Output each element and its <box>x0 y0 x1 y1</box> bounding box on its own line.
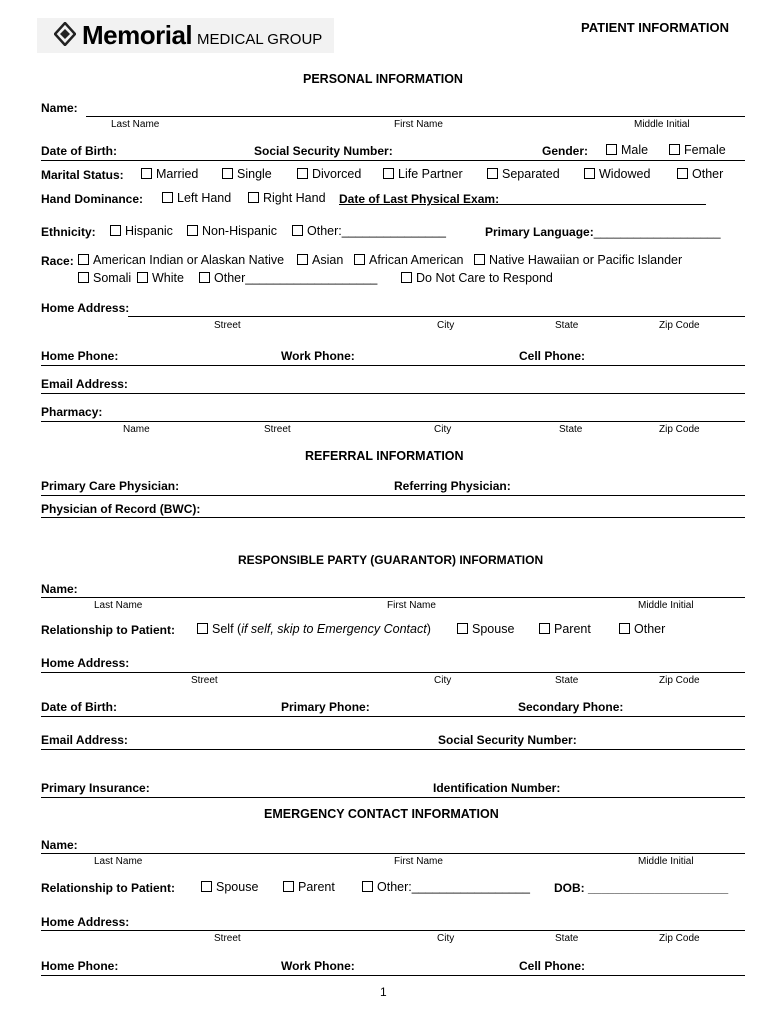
self-note: if self, skip to Emergency Contact <box>241 622 427 636</box>
dob-label: Date of Birth: <box>41 144 117 158</box>
marital-divorced-checkbox[interactable] <box>297 167 361 181</box>
emergency-other-checkbox[interactable] <box>362 880 530 894</box>
option-label: Divorced <box>312 167 362 181</box>
checkbox-icon <box>141 168 152 179</box>
option-label: Spouse <box>216 880 259 894</box>
ethnicity-label: Ethnicity: <box>41 225 96 239</box>
state-caption: State <box>555 320 579 331</box>
guarantor-dob-label: Date of Birth: <box>41 700 117 714</box>
checkbox-icon <box>162 192 173 203</box>
emergency-parent-checkbox[interactable] <box>283 880 335 894</box>
guarantor-spouse-checkbox[interactable] <box>457 622 514 636</box>
hand-dominance-label: Hand Dominance: <box>41 192 144 206</box>
phone-line[interactable] <box>41 365 745 366</box>
option-label: Widowed <box>599 167 651 181</box>
guarantor-last-name-caption: Last Name <box>94 600 143 611</box>
race-do-not-care-checkbox[interactable] <box>401 271 553 285</box>
guarantor-first-name-caption: First Name <box>387 600 436 611</box>
emergency-relationship-label: Relationship to Patient: <box>41 881 176 895</box>
checkbox-icon <box>669 144 680 155</box>
emergency-home-phone-label: Home Phone: <box>41 959 119 973</box>
document-title: PATIENT INFORMATION <box>581 20 730 35</box>
option-label-close: ) <box>426 622 431 636</box>
physician-line[interactable] <box>41 495 745 496</box>
option-label: Other:_______________ <box>307 224 447 238</box>
checkbox-icon <box>584 168 595 179</box>
dob-ssn-gender-line <box>41 160 745 161</box>
marital-life-partner-checkbox[interactable] <box>383 167 463 181</box>
checkbox-icon <box>457 623 468 634</box>
hand-right-checkbox[interactable] <box>248 191 326 205</box>
marital-status-label: Marital Status: <box>41 168 124 182</box>
emergency-zip-caption: Zip Code <box>659 933 700 944</box>
guarantor-secondary-phone-label: Secondary Phone: <box>518 700 624 714</box>
option-label: Other:_________________ <box>377 880 530 894</box>
option-label: Right Hand <box>263 191 326 205</box>
emergency-street-caption: Street <box>214 933 241 944</box>
guarantor-name-field[interactable] <box>41 597 745 598</box>
checkbox-icon <box>292 225 303 236</box>
option-label: Native Hawaiian or Pacific Islander <box>489 253 683 267</box>
checkbox-icon <box>137 272 148 283</box>
ethnicity-hispanic-checkbox[interactable] <box>110 224 173 238</box>
emergency-first-name-caption: First Name <box>394 856 443 867</box>
race-native-hawaiian-checkbox[interactable] <box>474 253 682 267</box>
option-label: Life Partner <box>398 167 463 181</box>
emergency-home-address-label: Home Address: <box>41 915 130 929</box>
race-african-american-checkbox[interactable] <box>354 253 463 267</box>
checkbox-icon <box>110 225 121 236</box>
guarantor-relationship-label: Relationship to Patient: <box>41 623 176 637</box>
last-physical-exam-field[interactable]: Date of Last Physical Exam:_______________________________ <box>339 192 706 206</box>
option-label: Somali <box>93 271 132 285</box>
option-label: Other___________________ <box>214 271 378 285</box>
pharmacy-name-caption: Name <box>123 424 150 435</box>
gender-female-checkbox[interactable] <box>669 143 726 157</box>
guarantor-street-caption: Street <box>191 675 218 686</box>
guarantor-primary-phone-label: Primary Phone: <box>281 700 370 714</box>
checkbox-icon <box>78 254 89 265</box>
checkbox-icon <box>383 168 394 179</box>
race-label: Race: <box>41 254 74 268</box>
race-other-checkbox[interactable] <box>199 271 377 285</box>
guarantor-middle-initial-caption: Middle Initial <box>638 600 694 611</box>
checkbox-icon <box>297 254 308 265</box>
section-title-personal: PERSONAL INFORMATION <box>303 72 463 86</box>
pharmacy-zip-caption: Zip Code <box>659 424 700 435</box>
checkbox-icon <box>78 272 89 283</box>
primary-insurance-label: Primary Insurance: <box>41 781 150 795</box>
home-phone-label: Home Phone: <box>41 349 119 363</box>
guarantor-zip-caption: Zip Code <box>659 675 700 686</box>
race-somali-checkbox[interactable] <box>78 271 131 285</box>
home-address-field[interactable] <box>128 316 745 317</box>
marital-single-checkbox[interactable] <box>222 167 272 181</box>
checkbox-icon <box>619 623 630 634</box>
physician-of-record-field[interactable] <box>41 517 745 518</box>
checkbox-icon <box>474 254 485 265</box>
section-title-referral: REFERRAL INFORMATION <box>305 449 464 463</box>
emergency-phone-line[interactable] <box>41 975 745 976</box>
emergency-name-label: Name: <box>41 838 78 852</box>
ethnicity-other-checkbox[interactable] <box>292 224 446 238</box>
emergency-spouse-checkbox[interactable] <box>201 880 258 894</box>
marital-married-checkbox[interactable] <box>141 167 198 181</box>
pharmacy-state-caption: State <box>559 424 583 435</box>
checkbox-icon <box>297 168 308 179</box>
emergency-cell-phone-label: Cell Phone: <box>519 959 586 973</box>
checkbox-icon <box>606 144 617 155</box>
option-label: Single <box>237 167 272 181</box>
option-label: Male <box>621 143 649 157</box>
guarantor-name-label: Name: <box>41 582 78 596</box>
emergency-name-field[interactable] <box>41 853 745 854</box>
guarantor-city-caption: City <box>434 675 452 686</box>
last-name-caption: Last Name <box>111 119 160 130</box>
checkbox-icon <box>283 881 294 892</box>
pharmacy-city-caption: City <box>434 424 452 435</box>
option-label: White <box>152 271 184 285</box>
work-phone-label: Work Phone: <box>281 349 355 363</box>
checkbox-icon <box>248 192 259 203</box>
option-label: Separated <box>502 167 560 181</box>
first-name-caption: First Name <box>394 119 443 130</box>
option-label: Non-Hispanic <box>202 224 278 238</box>
race-asian-checkbox[interactable] <box>297 253 343 267</box>
section-title-emergency: EMERGENCY CONTACT INFORMATION <box>264 807 499 821</box>
pharmacy-street-caption: Street <box>264 424 291 435</box>
name-field[interactable] <box>86 116 745 117</box>
option-label: Other <box>692 167 724 181</box>
emergency-middle-initial-caption: Middle Initial <box>638 856 694 867</box>
option-label: Other <box>634 622 666 636</box>
ssn-label: Social Security Number: <box>254 144 393 158</box>
pharmacy-label: Pharmacy: <box>41 405 103 419</box>
city-caption: City <box>437 320 455 331</box>
guarantor-email-label: Email Address: <box>41 733 128 747</box>
section-title-guarantor: RESPONSIBLE PARTY (GUARANTOR) INFORMATION <box>238 553 544 567</box>
checkbox-icon <box>201 881 212 892</box>
option-label: Left Hand <box>177 191 232 205</box>
marital-other-checkbox[interactable] <box>677 167 723 181</box>
middle-initial-caption: Middle Initial <box>634 119 690 130</box>
emergency-dob-field[interactable]: DOB: _____________________ <box>554 881 729 895</box>
street-caption: Street <box>214 320 241 331</box>
emergency-last-name-caption: Last Name <box>94 856 143 867</box>
guarantor-email-ssn-line[interactable] <box>41 749 745 750</box>
ethnicity-non-hispanic-checkbox[interactable] <box>187 224 277 238</box>
guarantor-home-address-field[interactable] <box>41 672 745 673</box>
page-number: 1 <box>380 985 387 999</box>
marital-separated-checkbox[interactable] <box>487 167 560 181</box>
option-label: Parent <box>298 880 335 894</box>
emergency-home-address-field[interactable] <box>41 930 745 931</box>
pcp-label: Primary Care Physician: <box>41 479 180 493</box>
logo-brand: Memorial <box>82 20 193 50</box>
primary-language-text: Primary Language: <box>485 225 594 239</box>
email-field[interactable] <box>41 393 745 394</box>
race-white-checkbox[interactable] <box>137 271 184 285</box>
insurance-line[interactable] <box>41 797 745 798</box>
zip-caption: Zip Code <box>659 320 700 331</box>
checkbox-icon <box>354 254 365 265</box>
primary-language-blank: ___________________ <box>593 225 721 239</box>
checkbox-icon <box>197 623 208 634</box>
emergency-state-caption: State <box>555 933 579 944</box>
guarantor-parent-checkbox[interactable] <box>539 622 591 636</box>
option-label: Female <box>684 143 726 157</box>
gender-male-checkbox[interactable] <box>606 143 648 157</box>
cell-phone-label: Cell Phone: <box>519 349 586 363</box>
hand-left-checkbox[interactable] <box>162 191 231 205</box>
guarantor-ssn-label: Social Security Number: <box>438 733 577 747</box>
checkbox-icon <box>187 225 198 236</box>
checkbox-icon <box>362 881 373 892</box>
option-label: Do Not Care to Respond <box>416 271 553 285</box>
logo-mark-icon <box>54 22 76 46</box>
option-label: Married <box>156 167 199 181</box>
gender-label: Gender: <box>542 144 589 158</box>
name-label: Name: <box>41 101 78 115</box>
pharmacy-field[interactable] <box>41 421 745 422</box>
race-american-indian-checkbox[interactable] <box>78 253 284 267</box>
option-label: Self ( <box>212 622 242 636</box>
checkbox-icon <box>539 623 550 634</box>
checkbox-icon <box>222 168 233 179</box>
checkbox-icon <box>487 168 498 179</box>
guarantor-self-checkbox[interactable] <box>197 622 431 636</box>
option-label: Hispanic <box>125 224 173 238</box>
home-address-label: Home Address: <box>41 301 130 315</box>
checkbox-icon <box>677 168 688 179</box>
marital-widowed-checkbox[interactable] <box>584 167 650 181</box>
option-label: American Indian or Alaskan Native <box>93 253 285 267</box>
option-label: Spouse <box>472 622 515 636</box>
primary-language-label[interactable] <box>485 225 721 239</box>
logo-sub: MEDICAL GROUP <box>197 31 323 48</box>
checkbox-icon <box>199 272 210 283</box>
referring-physician-label: Referring Physician: <box>394 479 511 493</box>
guarantor-home-address-label: Home Address: <box>41 656 130 670</box>
option-label: African American <box>369 253 464 267</box>
email-label: Email Address: <box>41 377 128 391</box>
emergency-city-caption: City <box>437 933 455 944</box>
emergency-work-phone-label: Work Phone: <box>281 959 355 973</box>
identification-number-label: Identification Number: <box>433 781 561 795</box>
physician-of-record-label: Physician of Record (BWC): <box>41 502 201 516</box>
option-label: Asian <box>312 253 344 267</box>
guarantor-other-checkbox[interactable] <box>619 622 665 636</box>
checkbox-icon <box>401 272 412 283</box>
guarantor-state-caption: State <box>555 675 579 686</box>
guarantor-dob-phone-line[interactable] <box>41 716 745 717</box>
option-label: Parent <box>554 622 591 636</box>
